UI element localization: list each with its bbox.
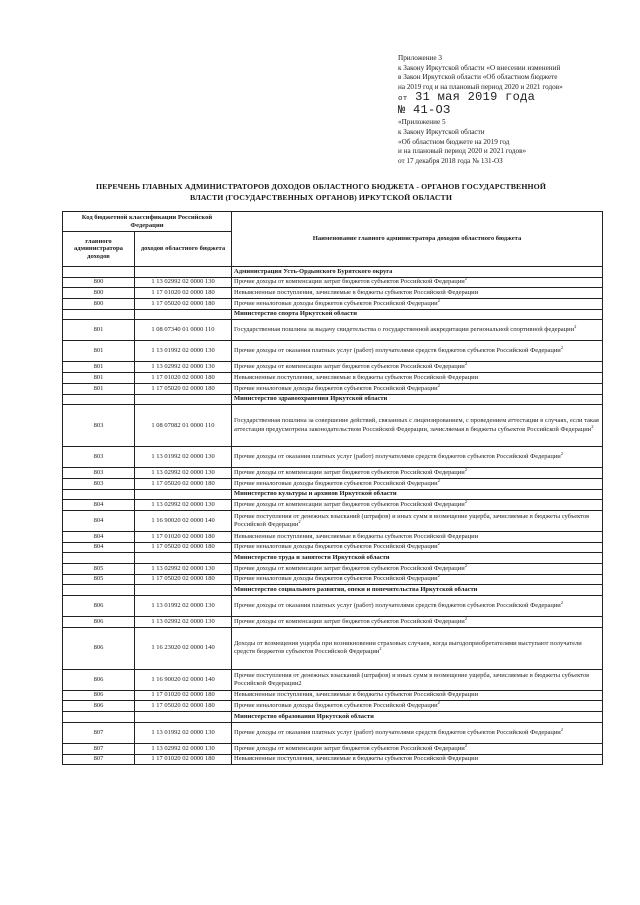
income-name-cell: Прочие доходы от оказания платных услуг (работ) получателями средств бюджетов субъектов Российской Федерации$^2$ (232, 722, 603, 743)
admin-code-cell: 806 (63, 669, 135, 690)
admin-code-cell: 807 (63, 743, 135, 754)
income-code-cell: 1 13 02992 02 0000 130 (135, 617, 232, 628)
footnote-mark: 2 (298, 518, 301, 524)
footnote-mark: 2 (464, 742, 467, 748)
document-title-line: ПЕРЕЧЕНЬ ГЛАВНЫХ АДМИНИСТРАТОРОВ ДОХОДОВ ОБЛАСТНОГО БЮДЖЕТА - ОРГАНОВ ГОСУДАРСТВЕННОЙ (96, 182, 546, 191)
table-row (63, 288, 603, 299)
income-code-cell: 1 13 02992 02 0000 130 (135, 277, 232, 288)
section-title: Министерство образования Иркутской области (232, 712, 603, 723)
annex-sub-line: и на плановый период 2020 и 2021 годов» (398, 147, 527, 156)
income-code-cell: 1 08 07082 01 0000 110 (135, 405, 232, 447)
table-body (63, 267, 603, 765)
income-code-cell: 1 17 01020 02 0000 180 (135, 531, 232, 542)
income-code-cell: 1 16 90020 02 0000 140 (135, 669, 232, 690)
admin-code-cell (63, 394, 135, 405)
admin-code-cell (63, 553, 135, 564)
admin-code-cell (63, 585, 135, 596)
table-row (63, 299, 603, 310)
income-code-cell: 1 16 90020 02 0000 140 (135, 510, 232, 531)
table-row (63, 754, 603, 765)
footnote-mark: 2 (560, 726, 564, 732)
admin-code-cell: 804 (63, 531, 135, 542)
income-code-cell (135, 712, 232, 723)
table-row (63, 478, 603, 489)
annex-law-line: на 2019 год и на плановый период 2020 и 2021 годов» (398, 82, 563, 91)
income-code-cell: 1 17 05020 02 0000 180 (135, 574, 232, 585)
income-name-cell: Невыясненные поступления, зачисляемые в бюджеты субъектов Российской Федерации (232, 531, 603, 542)
table-row (63, 320, 603, 341)
section-row (63, 267, 603, 278)
table-row (63, 722, 603, 743)
admin-code-cell: 801 (63, 373, 135, 384)
header-income: доходов областного бюджета (135, 232, 232, 267)
income-name-cell: Прочие доходы от компенсации затрат бюджетов субъектов Российской Федерации$^2$ (232, 564, 603, 575)
date-value: 31 мая 2019 года (415, 90, 536, 105)
footnote-mark: 2 (437, 382, 440, 388)
income-name-cell: Прочие неналоговые доходы бюджетов субъектов Российской Федерации$^2$ (232, 383, 603, 394)
admin-code-cell (63, 309, 135, 320)
admin-code-cell (63, 489, 135, 500)
admin-code-cell: 800 (63, 277, 135, 288)
footnote-mark: 2 (560, 599, 564, 605)
annex-title: Приложение 3 (398, 54, 442, 62)
table-row (63, 531, 603, 542)
date-prefix: от (398, 95, 408, 104)
table-row (63, 669, 603, 690)
income-name-cell: Прочие неналоговые доходы бюджетов субъектов Российской Федерации$^2$ (232, 574, 603, 585)
income-code-cell (135, 489, 232, 500)
annex-sub-line: «Об областном бюджете на 2019 год (398, 137, 510, 146)
income-code-cell: 1 13 02992 02 0000 130 (135, 362, 232, 373)
section-row (63, 309, 603, 320)
admin-code-cell: 807 (63, 754, 135, 765)
table-row (63, 383, 603, 394)
number-prefix: № (398, 103, 406, 118)
footnote-mark: 2 (437, 573, 440, 579)
annex-sub-title: «Приложение 5 (398, 118, 446, 127)
footnote-mark: 2 (464, 562, 467, 568)
income-name-cell: Прочие доходы от компенсации затрат бюджетов субъектов Российской Федерации$^2$ (232, 468, 603, 479)
table-row (63, 510, 603, 531)
section-title: Администрация Усть-Ордынского Бурятского округа (232, 267, 603, 278)
admin-code-cell: 803 (63, 405, 135, 447)
income-code-cell: 1 13 02992 02 0000 130 (135, 743, 232, 754)
section-row (63, 394, 603, 405)
admin-code-cell: 801 (63, 362, 135, 373)
admin-code-cell: 801 (63, 383, 135, 394)
table-row (63, 362, 603, 373)
footnote-mark: 2 (437, 297, 440, 303)
income-code-cell: 1 17 05020 02 0000 180 (135, 383, 232, 394)
income-code-cell: 1 13 01992 02 0000 130 (135, 341, 232, 362)
income-code-cell (135, 394, 232, 405)
admin-code-cell: 806 (63, 627, 135, 669)
section-title: Министерство здравоохранения Иркутской области (232, 394, 603, 405)
admin-code-cell: 803 (63, 468, 135, 479)
section-row (63, 712, 603, 723)
admin-code-cell: 803 (63, 447, 135, 468)
table-row (63, 690, 603, 701)
section-title: Министерство культуры и архивов Иркутской области (232, 489, 603, 500)
income-code-cell: 1 16 23020 02 0000 140 (135, 627, 232, 669)
income-name-cell: Государственная пошлина за выдачу свидетельства о государственной аккредитации региональной спортивной федерации$^2$ (232, 320, 603, 341)
table-row (63, 405, 603, 447)
income-code-cell: 1 13 02992 02 0000 130 (135, 500, 232, 511)
income-name-cell: Прочие доходы от компенсации затрат бюджетов субъектов Российской Федерации$^2$ (232, 500, 603, 511)
admin-code-cell: 804 (63, 500, 135, 511)
footnote-mark: 2 (379, 646, 382, 652)
income-code-cell: 1 17 01020 02 0000 180 (135, 690, 232, 701)
income-code-cell: 1 17 05020 02 0000 180 (135, 299, 232, 310)
table-row (63, 574, 603, 585)
admin-code-cell: 800 (63, 288, 135, 299)
income-name-cell: Доходы от возмещения ущерба при возникновении страховых случаев, когда выгодоприобретателями выступают получатели средств бюджетов субъектов Российской Федерации$^2$ (232, 627, 603, 669)
admin-code-cell (63, 267, 135, 278)
income-code-cell (135, 309, 232, 320)
annex-law-line: в Закон Иркутской области «Об областном бюджете (398, 73, 558, 82)
footnote-mark: 2 (560, 345, 564, 351)
footnote-mark: 2 (437, 700, 440, 706)
income-code-cell: 1 13 02992 02 0000 130 (135, 468, 232, 479)
table-row (63, 447, 603, 468)
section-row (63, 585, 603, 596)
admin-code-cell: 803 (63, 478, 135, 489)
footnote-mark: 2 (464, 361, 467, 367)
income-name-cell: Прочие доходы от компенсации затрат бюджетов субъектов Российской Федерации$^2$ (232, 362, 603, 373)
income-code-cell: 1 13 02992 02 0000 130 (135, 564, 232, 575)
income-code-cell: 1 17 01020 02 0000 180 (135, 754, 232, 765)
income-name-cell: Прочие доходы от оказания платных услуг (работ) получателями средств бюджетов субъектов Российской Федерации$^2$ (232, 341, 603, 362)
admin-code-cell: 801 (63, 320, 135, 341)
annex-law-line: к Закону Иркутской области «О внесении изменений (398, 63, 561, 72)
income-code-cell: 1 17 05020 02 0000 180 (135, 478, 232, 489)
admin-code-cell (63, 712, 135, 723)
income-name-cell: Прочие поступления от денежных взысканий (штрафов) и иных сумм в возмещение ущерба, зачисляемые в бюджеты субъектов Российской Федерации$^2$ (232, 510, 603, 531)
table-row (63, 627, 603, 669)
table-row (63, 277, 603, 288)
income-name-cell: Прочие неналоговые доходы бюджетов субъектов Российской Федерации$^2$ (232, 701, 603, 712)
footnote-mark: 2 (437, 541, 440, 547)
section-row (63, 489, 603, 500)
section-title: Министерство социального развития, опеки и попечительства Иркутской области (232, 585, 603, 596)
admin-code-cell: 804 (63, 542, 135, 553)
income-code-cell (135, 553, 232, 564)
income-name-cell: Прочие доходы от компенсации затрат бюджетов субъектов Российской Федерации$^2$ (232, 743, 603, 754)
income-code-cell: 1 17 01020 02 0000 180 (135, 373, 232, 384)
administrators-table (62, 211, 603, 765)
income-code-cell: 1 13 01992 02 0000 130 (135, 447, 232, 468)
table-row (63, 596, 603, 617)
footnote-mark: 2 (591, 423, 594, 429)
income-name-cell: Невыясненные поступления, зачисляемые в бюджеты субъектов Российской Федерации (232, 288, 603, 299)
income-name-cell: Государственная пошлина за совершение действий, связанных с лицензированием, с проведением аттестации в случаях, если такая аттестация предусмотрена законодательством Российской Федерации, зачисляемая в бюджеты субъектов Российской Федерации$^2$ (232, 405, 603, 447)
income-name-cell: Прочие неналоговые доходы бюджетов субъектов Российской Федерации$^2$ (232, 478, 603, 489)
table-row (63, 701, 603, 712)
table-row (63, 341, 603, 362)
admin-code-cell: 806 (63, 701, 135, 712)
admin-code-cell: 800 (63, 299, 135, 310)
income-name-cell: Невыясненные поступления, зачисляемые в бюджеты субъектов Российской Федерации (232, 690, 603, 701)
income-name-cell: Невыясненные поступления, зачисляемые в бюджеты субъектов Российской Федерации (232, 754, 603, 765)
table-row (63, 617, 603, 628)
table-row (63, 542, 603, 553)
section-title: Министерство труда и занятости Иркутской области (232, 553, 603, 564)
annex-sub-line: от 17 декабря 2018 года № 131-ОЗ (398, 156, 503, 165)
table-row (63, 468, 603, 479)
income-code-cell: 1 17 01020 02 0000 180 (135, 288, 232, 299)
income-name-cell: Прочие неналоговые доходы бюджетов субъектов Российской Федерации$^2$ (232, 299, 603, 310)
footnote-mark: 2 (464, 276, 467, 282)
admin-code-cell: 805 (63, 574, 135, 585)
income-name-cell: Невыясненные поступления, зачисляемые в бюджеты субъектов Российской Федерации (232, 373, 603, 384)
admin-code-cell: 805 (63, 564, 135, 575)
footnote-mark: 2 (464, 498, 467, 504)
admin-code-cell: 806 (63, 617, 135, 628)
income-name-cell: Прочие доходы от компенсации затрат бюджетов субъектов Российской Федерации$^2$ (232, 617, 603, 628)
annex-sub-line: к Закону Иркутской области (398, 127, 485, 136)
income-name-cell: Прочие доходы от оказания платных услуг (работ) получателями средств бюджетов субъектов Российской Федерации$^2$ (232, 596, 603, 617)
income-code-cell: 1 17 05020 02 0000 180 (135, 701, 232, 712)
income-code-cell: 1 08 07340 01 0000 110 (135, 320, 232, 341)
section-row (63, 553, 603, 564)
table-row (63, 743, 603, 754)
annex-header (398, 54, 634, 166)
table-row (63, 500, 603, 511)
section-title: Министерство спорта Иркутской области (232, 309, 603, 320)
table-row (63, 373, 603, 384)
admin-code-cell: 804 (63, 510, 135, 531)
income-code-cell (135, 585, 232, 596)
footnote-mark: 2 (560, 451, 564, 457)
income-code-cell: 1 13 01992 02 0000 130 (135, 596, 232, 617)
income-code-cell (135, 267, 232, 278)
income-code-cell: 1 13 01992 02 0000 130 (135, 722, 232, 743)
header-code-group: Код бюджетной классификации Российской Федерации (63, 212, 232, 232)
income-name-cell: Прочие доходы от компенсации затрат бюджетов субъектов Российской Федерации$^2$ (232, 277, 603, 288)
income-name-cell: Прочие доходы от оказания платных услуг (работ) получателями средств бюджетов субъектов Российской Федерации$^2$ (232, 447, 603, 468)
footnote-mark: 2 (437, 477, 440, 483)
number-value: 41-ОЗ (413, 103, 451, 118)
document-title-line: ВЛАСТИ (ГОСУДАРСТВЕННЫХ ОРГАНОВ) ИРКУТСКОЙ ОБЛАСТИ (189, 193, 453, 202)
document-title (40, 181, 602, 203)
annex-number (398, 105, 634, 116)
footnote-mark: 2 (574, 324, 577, 330)
footnote-mark: 2 (464, 466, 467, 472)
admin-code-cell: 806 (63, 690, 135, 701)
income-name-cell: Прочие поступления от денежных взысканий (штрафов) и иных сумм в возмещение ущерба, зачисляемые в бюджеты субъектов Российской Федерации2 (232, 669, 603, 690)
income-name-cell: Прочие неналоговые доходы бюджетов субъектов Российской Федерации$^2$ (232, 542, 603, 553)
table-row (63, 564, 603, 575)
header-admin: главного администратора доходов (63, 232, 135, 267)
admin-code-cell: 806 (63, 596, 135, 617)
header-name: Наименование главного администратора доходов областного бюджета (232, 212, 603, 267)
income-code-cell: 1 17 05020 02 0000 180 (135, 542, 232, 553)
footnote-mark: 2 (464, 615, 467, 621)
admin-code-cell: 801 (63, 341, 135, 362)
admin-code-cell: 807 (63, 722, 135, 743)
